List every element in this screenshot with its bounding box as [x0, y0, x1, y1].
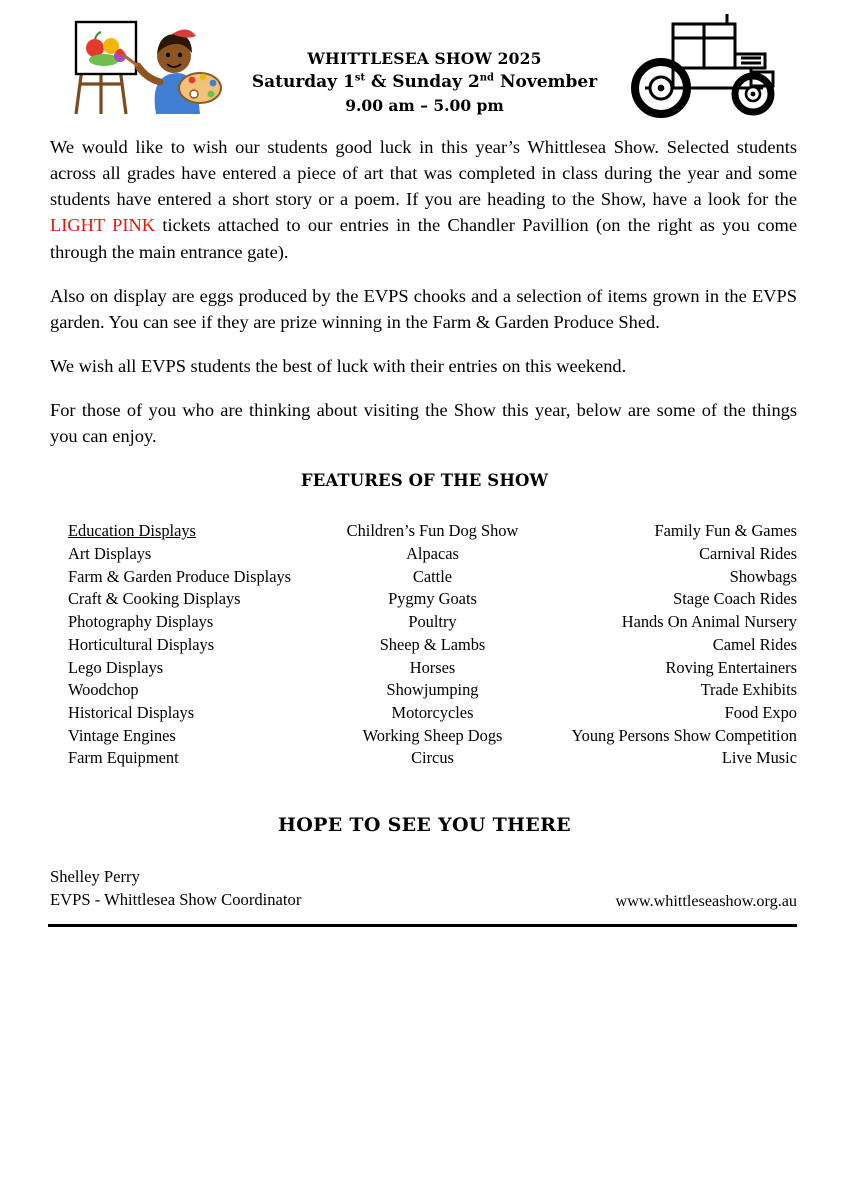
- list-item: Showbags: [729, 566, 797, 586]
- title-line-2-c: November: [494, 72, 598, 93]
- show-website-link[interactable]: www.whittleseashow.org.au: [615, 891, 797, 910]
- list-item: Farm Equipment: [68, 748, 179, 768]
- title-line-2-a: Saturday 1: [251, 72, 355, 93]
- list-item: Children’s Fun Dog Show: [346, 521, 519, 541]
- tractor-illustration: [615, 14, 795, 119]
- list-item: Horticultural Displays: [68, 634, 215, 654]
- list-item: Trade Exhibits: [700, 680, 797, 700]
- paragraph-1: [50, 134, 797, 265]
- title-line-1: WHITTLESEA SHOW 2025: [307, 49, 542, 68]
- list-item: Historical Displays: [68, 703, 195, 722]
- features-column-right: [554, 520, 797, 770]
- list-item: Alpacas: [406, 543, 459, 563]
- list-item: Camel Rides: [712, 634, 797, 654]
- title-line-2-sup-1: st: [354, 72, 366, 84]
- signature-name: Shelley Perry: [50, 867, 140, 887]
- paragraph-1-part-b: tickets attached to our entries in the Chandler Pavillion (on the right as you come through the main entrance gate).: [50, 215, 797, 262]
- title-line-2-b: & Sunday 2: [365, 72, 480, 93]
- paragraph-4: For those of you who are thinking about visiting the Show this year, below are some of the things you can enjoy.: [50, 400, 797, 447]
- list-item: Horses: [409, 657, 456, 677]
- list-item: Vintage Engines: [68, 725, 176, 745]
- body-content: [50, 134, 797, 449]
- list-item: Farm & Garden Produce Displays: [68, 566, 292, 586]
- list-item: Cattle: [412, 566, 453, 586]
- light-pink-highlight: LIGHT PINK: [50, 215, 156, 236]
- list-item: Family Fun & Games: [654, 521, 797, 541]
- list-item: Carnival Rides: [699, 543, 797, 563]
- list-item: Photography Displays: [68, 612, 214, 632]
- list-item: Craft & Cooking Displays: [68, 589, 241, 609]
- list-item: Showjumping: [386, 680, 479, 700]
- list-item: Education Displays: [68, 521, 196, 541]
- features-column-middle: [311, 520, 554, 770]
- paragraph-2: Also on display are eggs produced by the EVPS chooks and a selection of items grown in the EVPS garden. You can see if they are prize winning in the Farm & Garden Produce Shed.: [50, 285, 797, 332]
- list-item: Young Persons Show Competition: [571, 725, 797, 745]
- features-columns: [50, 520, 797, 770]
- list-item: Stage Coach Rides: [673, 589, 797, 609]
- list-item: Lego Displays: [68, 657, 164, 677]
- list-item: Food Expo: [724, 703, 797, 722]
- list-item: Poultry: [408, 612, 457, 632]
- hope-to-see-you-there: HOPE TO SEE YOU THERE: [278, 814, 571, 837]
- list-item: Motorcycles: [391, 703, 474, 722]
- signature-role: EVPS - Whittlesea Show Coordinator: [50, 890, 302, 910]
- features-heading: FEATURES OF THE SHOW: [300, 471, 549, 491]
- paragraph-1-part-a: We would like to wish our students good luck in this year’s Whittlesea Show. Selected students across all grades have entered a piece of art that was completed in class during the year and some students have entered a short story or a poem. If you are heading to the Show, have a look for the: [50, 137, 797, 210]
- list-item: Pygmy Goats: [388, 589, 477, 609]
- title-line-2-sup-2: nd: [479, 72, 495, 84]
- list-item: Roving Entertainers: [665, 657, 797, 677]
- document-header: [44, 0, 805, 128]
- list-item: Circus: [411, 748, 454, 768]
- title-line-3: 9.00 am – 5.00 pm: [345, 96, 504, 116]
- list-item: Live Music: [721, 748, 797, 768]
- list-item: Sheep & Lambs: [379, 634, 486, 654]
- list-item: Art Displays: [68, 543, 152, 563]
- list-item: Hands On Animal Nursery: [621, 612, 797, 632]
- list-item: Working Sheep Dogs: [362, 725, 503, 745]
- footer-divider: [48, 924, 797, 927]
- list-item: Woodchop: [68, 680, 139, 700]
- features-column-left: [50, 520, 311, 770]
- paragraph-3: We wish all EVPS students the best of luck with their entries on this weekend.: [50, 355, 627, 376]
- signature-block: [50, 866, 797, 912]
